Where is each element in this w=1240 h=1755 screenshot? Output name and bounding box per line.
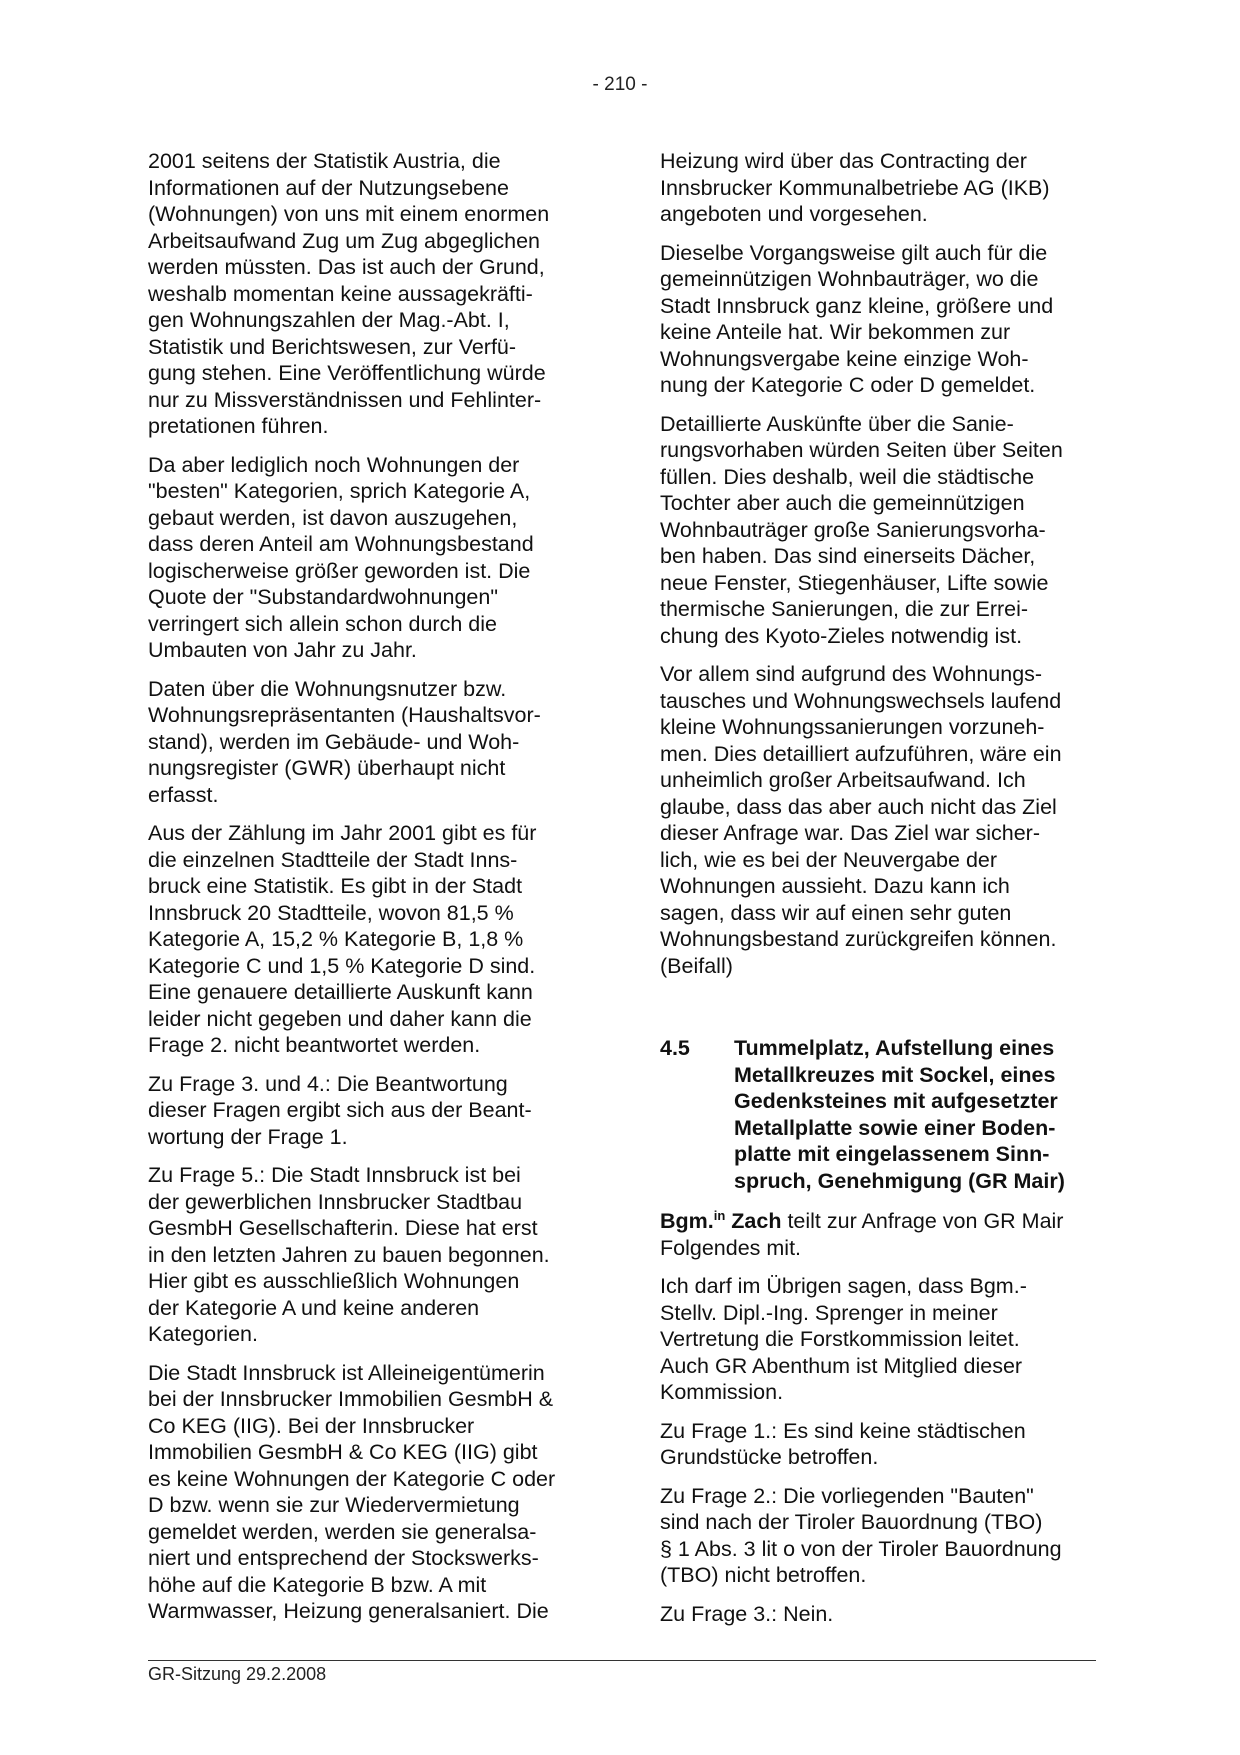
left-column	[148, 148, 588, 1637]
speaker-title: Bgm.	[660, 1209, 714, 1233]
left-paragraph	[148, 1071, 588, 1151]
right-column	[660, 148, 1100, 1639]
text-line: tausches und Wohnungswechsels laufend	[660, 688, 1062, 713]
text-line: Ich darf im Übrigen sagen, dass Bgm.-	[660, 1274, 1027, 1298]
section-title-line: Metallkreuzes mit Sockel, eines	[734, 1062, 1056, 1087]
text-line: Vertretung die Forstkommission leitet.	[660, 1327, 1020, 1351]
right-paragraph	[660, 148, 1100, 228]
text-line: dieser Anfrage war. Das Ziel war sicher-	[660, 821, 1040, 845]
right-paragraph	[660, 411, 1100, 650]
section-title-line: spruch, Genehmigung (GR Mair)	[734, 1168, 1065, 1193]
text-line: Arbeitsaufwand Zug um Zug abgeglichen	[148, 228, 541, 253]
text-line: men. Dies detailliert aufzuführen, wäre ein	[660, 741, 1062, 766]
right-paragraph	[660, 240, 1100, 399]
text-line: höhe auf die Kategorie B bzw. A mit	[148, 1572, 487, 1597]
text-line: verringert sich allein schon durch die	[148, 611, 497, 636]
text-line: der Kategorie A und keine anderen	[148, 1295, 480, 1320]
text-line: nungsregister (GWR) überhaupt nicht	[148, 756, 506, 780]
text-line: werden müssten. Das ist auch der Grund,	[148, 255, 545, 279]
text-line: Wohnungsrepräsentanten (Haushaltsvor-	[148, 703, 541, 727]
text-line: ben haben. Das sind einerseits Dächer,	[660, 544, 1036, 568]
section-title-line: Metallplatte sowie einer Boden-	[734, 1115, 1056, 1140]
left-paragraph	[148, 676, 588, 809]
text-line: (Beifall)	[660, 953, 733, 978]
text-line: die einzelnen Stadtteile der Stadt Inns-	[148, 847, 518, 872]
text-line: Vor allem sind aufgrund des Wohnungs-	[660, 662, 1043, 686]
text-line: § 1 Abs. 3 lit o von der Tiroler Bauordnung	[660, 1536, 1062, 1561]
section-title-line: platte mit eingelassenem Sinn-	[734, 1142, 1050, 1166]
text-line: Frage 2. nicht beantwortet werden.	[148, 1033, 481, 1057]
speaker-name: Zach	[725, 1209, 782, 1233]
text-line: Zu Frage 5.: Die Stadt Innsbruck ist bei	[148, 1163, 521, 1187]
page-number: - 210 -	[592, 74, 648, 95]
text-line: nur zu Missverständnissen und Fehlinter-	[148, 387, 542, 412]
text-line: unheimlich großer Arbeitsaufwand. Ich	[660, 768, 1026, 792]
text-line: der gewerblichen Innsbrucker Stadtbau	[148, 1189, 523, 1214]
text-line: "besten" Kategorien, sprich Kategorie A,	[148, 479, 531, 503]
text-line: Innsbrucker Kommunalbetriebe AG (IKB)	[660, 175, 1050, 200]
footer-text: GR-Sitzung 29.2.2008	[148, 1664, 327, 1684]
text-line: sind nach der Tiroler Bauordnung (TBO)	[660, 1510, 1043, 1534]
text-line: bruck eine Statistik. Es gibt in der Stadt	[148, 874, 523, 898]
text-line: Heizung wird über das Contracting der	[660, 149, 1027, 173]
speaker-title-superscript: in	[713, 1208, 726, 1223]
text-line: Wohnungsvergabe keine einzige Woh-	[660, 346, 1029, 371]
text-line: stand), werden im Gebäude- und Woh-	[148, 729, 520, 754]
text-line: nung der Kategorie C oder D gemeldet.	[660, 373, 1036, 397]
text-line: (TBO) nicht betroffen.	[660, 1563, 867, 1587]
text-line: erfasst.	[148, 782, 219, 807]
text-line: Co KEG (IIG). Bei der Innsbrucker	[148, 1413, 475, 1438]
text-line: es keine Wohnungen der Kategorie C oder	[148, 1466, 556, 1491]
left-paragraph	[148, 1360, 588, 1625]
text-line: Kategorien.	[148, 1322, 258, 1346]
text-line: Auch GR Abenthum ist Mitglied dieser	[660, 1353, 1023, 1378]
text-line: D bzw. wenn sie zur Wiedervermietung	[148, 1493, 520, 1517]
right-paragraph	[660, 1418, 1100, 1471]
section-title-line: Tummelplatz, Aufstellung eines	[734, 1036, 1055, 1060]
text-line: Stadt Innsbruck ganz kleine, größere und	[660, 293, 1054, 318]
text-line: füllen. Dies deshalb, weil die städtische	[660, 464, 1035, 489]
text-line: gemeinnützigen Wohnbauträger, wo die	[660, 267, 1039, 291]
text-line: wortung der Frage 1.	[148, 1124, 348, 1149]
text-line: Grundstücke betroffen.	[660, 1445, 879, 1469]
right-paragraphs-before	[660, 148, 1100, 979]
text-line: Dieselbe Vorgangsweise gilt auch für die	[660, 240, 1048, 265]
text-line: thermische Sanierungen, die zur Errei-	[660, 597, 1029, 621]
section-heading	[660, 1035, 1100, 1194]
text-line: lich, wie es bei der Neuvergabe der	[660, 847, 998, 872]
text-line: (Wohnungen) von uns mit einem enormen	[148, 202, 550, 226]
text-line: Zu Frage 1.: Es sind keine städtischen	[660, 1418, 1026, 1443]
text-line: Zu Frage 3. und 4.: Die Beantwortung	[148, 1071, 508, 1096]
text-line: gen Wohnungszahlen der Mag.-Abt. I,	[148, 308, 510, 332]
text-line: weshalb momentan keine aussagekräfti-	[148, 281, 533, 306]
text-line: Detaillierte Auskünfte über die Sanie-	[660, 411, 1014, 436]
left-paragraph	[148, 148, 588, 440]
text-line: angeboten und vorgesehen.	[660, 202, 928, 226]
text-line: bei der Innsbrucker Immobilien GesmbH &	[148, 1387, 554, 1411]
right-paragraph	[660, 661, 1100, 979]
text-line: Wohnbauträger große Sanierungsvorha-	[660, 517, 1046, 542]
text-line: Tochter aber auch die gemeinnützigen	[660, 491, 1025, 515]
text-line: Zu Frage 3.: Nein.	[660, 1601, 834, 1626]
text-line: niert und entsprechend der Stockswerks-	[148, 1546, 539, 1570]
left-paragraph	[148, 1162, 588, 1348]
text-line: Wohnungen aussieht. Dazu kann ich	[660, 874, 1010, 898]
speaker-intro-text: teilt zur Anfrage von GR Mair	[781, 1209, 1064, 1233]
text-line: Innsbruck 20 Stadtteile, wovon 81,5 %	[148, 900, 514, 925]
right-paragraphs-after	[660, 1273, 1100, 1627]
text-line: rungsvorhaben würden Seiten über Seiten	[660, 438, 1063, 462]
text-line: Umbauten von Jahr zu Jahr.	[148, 638, 417, 662]
text-line: Die Stadt Innsbruck ist Alleineigentümerin	[148, 1360, 545, 1385]
text-line: in den letzten Jahren zu bauen begonnen.	[148, 1242, 550, 1267]
text-line: Kategorie C und 1,5 % Kategorie D sind.	[148, 953, 536, 978]
text-line: Kategorie A, 15,2 % Kategorie B, 1,8 %	[148, 927, 524, 951]
right-paragraph	[660, 1601, 1100, 1628]
left-paragraph	[148, 820, 588, 1059]
text-line: Kommission.	[660, 1380, 784, 1404]
speaker-intro-line-2: Folgendes mit.	[660, 1235, 802, 1260]
text-line: kleine Wohnungssanierungen vorzuneh-	[660, 715, 1045, 739]
text-line: 2001 seitens der Statistik Austria, die	[148, 149, 501, 173]
right-paragraph	[660, 1273, 1100, 1406]
text-line: Informationen auf der Nutzungsebene	[148, 175, 509, 200]
text-line: Stellv. Dipl.-Ing. Sprenger in meiner	[660, 1300, 998, 1325]
text-line: Statistik und Berichtswesen, zur Verfü-	[148, 334, 517, 359]
text-line: leider nicht gegeben und daher kann die	[148, 1006, 532, 1031]
text-line: neue Fenster, Stiegenhäuser, Lifte sowie	[660, 570, 1049, 595]
text-line: Aus der Zählung im Jahr 2001 gibt es für	[148, 821, 537, 845]
section-spacer	[660, 991, 1100, 1035]
text-line: Wohnungsbestand zurückgreifen können.	[660, 927, 1057, 951]
speaker-intro-line-1	[660, 1208, 1100, 1235]
text-line: keine Anteile hat. Wir bekommen zur	[660, 320, 1011, 344]
text-line: gung stehen. Eine Veröffentlichung würde	[148, 361, 546, 385]
text-line: Da aber lediglich noch Wohnungen der	[148, 452, 520, 477]
text-line: gebaut werden, ist davon auszugehen,	[148, 505, 518, 530]
text-line: dieser Fragen ergibt sich aus der Beant-	[148, 1098, 532, 1122]
footer-divider	[148, 1660, 1096, 1661]
text-line: chung des Kyoto-Zieles notwendig ist.	[660, 623, 1023, 648]
text-line: dass deren Anteil am Wohnungsbestand	[148, 532, 534, 556]
section-title	[734, 1035, 1100, 1194]
text-line: pretationen führen.	[148, 414, 329, 438]
text-line: Eine genauere detaillierte Auskunft kann	[148, 980, 533, 1004]
text-line: Zu Frage 2.: Die vorliegenden "Bauten"	[660, 1483, 1034, 1508]
speaker-intro	[660, 1208, 1100, 1261]
section-title-line: Gedenksteines mit aufgesetzter	[734, 1089, 1058, 1113]
text-line: Warmwasser, Heizung generalsaniert. Die	[148, 1599, 549, 1623]
text-line: sagen, dass wir auf einen sehr guten	[660, 900, 1012, 925]
section-number: 4.5	[660, 1036, 690, 1060]
text-line: Immobilien GesmbH & Co KEG (IIG) gibt	[148, 1440, 538, 1464]
left-paragraph	[148, 452, 588, 664]
text-line: gemeldet werden, werden sie generalsa-	[148, 1519, 537, 1544]
right-paragraph	[660, 1483, 1100, 1589]
text-line: Quote der "Substandardwohnungen"	[148, 585, 498, 609]
text-line: Daten über die Wohnungsnutzer bzw.	[148, 676, 507, 701]
text-line: logischerweise größer geworden ist. Die	[148, 558, 531, 583]
text-line: GesmbH Gesellschafterin. Diese hat erst	[148, 1216, 538, 1240]
text-line: glaube, dass das aber auch nicht das Ziel	[660, 794, 1057, 819]
text-line: Hier gibt es ausschließlich Wohnungen	[148, 1269, 520, 1293]
